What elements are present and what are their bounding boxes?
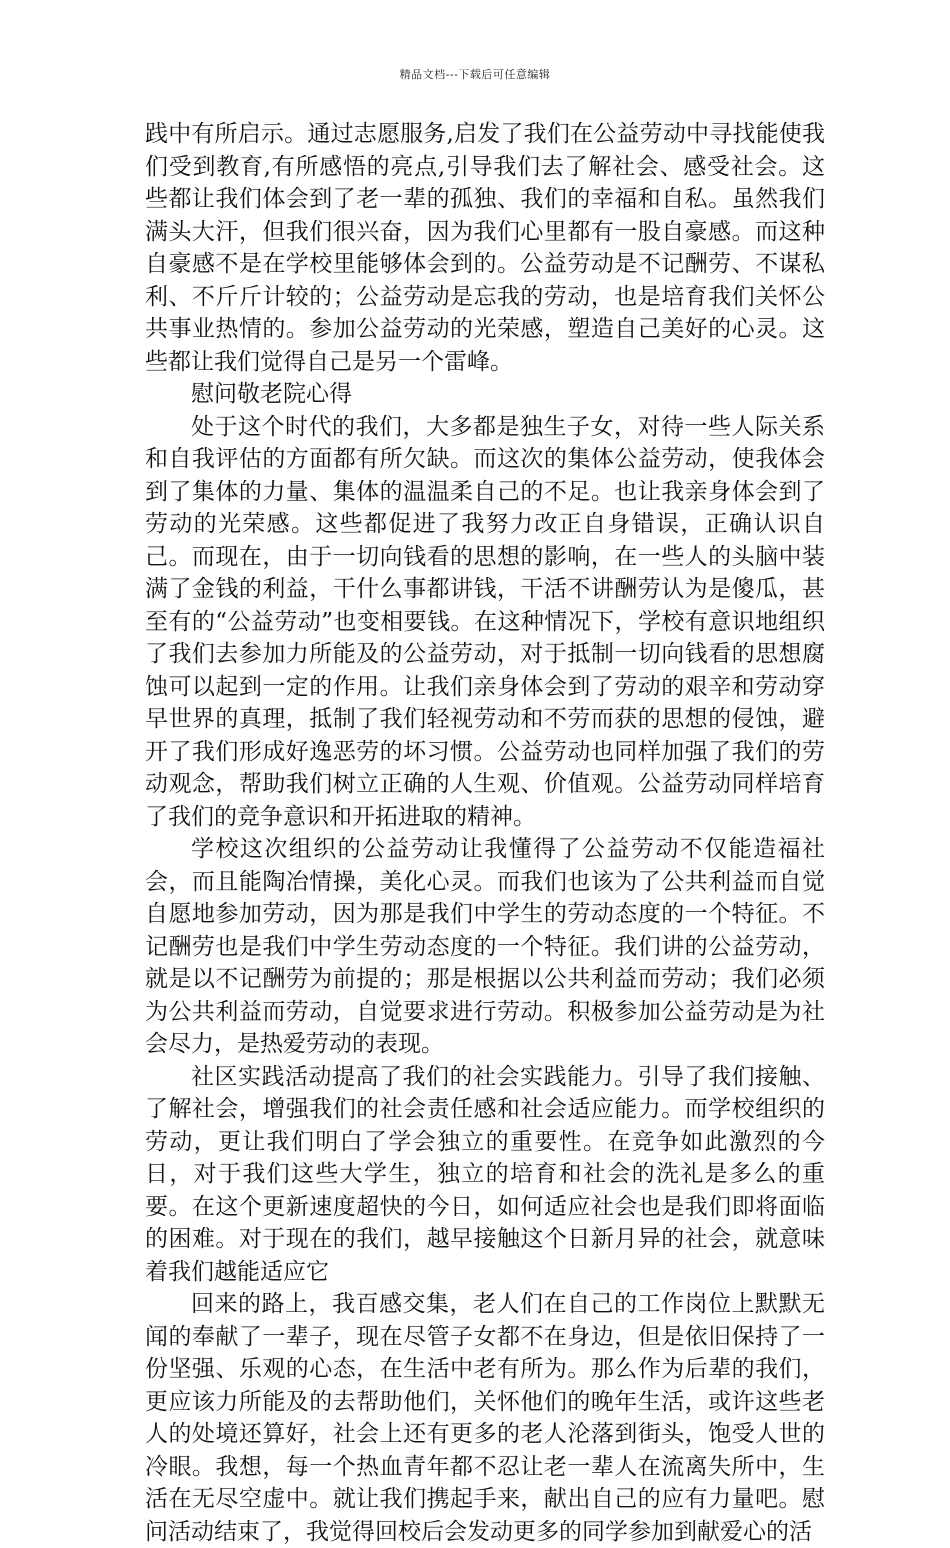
paragraph: 社区实践活动提高了我们的社会实践能力。引导了我们接触、了解社会，增强我们的社会责任感和社会适应能力。而学校组织的劳动，更让我们明白了学会独立的重要性。在竞争如此激烈的今日，对于我们这些大学生，独立的培育和社会的洗礼是多么的重要。在这个更新速度超快的今日，如何适应社会也是我们即将面临的困难。对于现在的我们，越早接触这个日新月异的社会，就意味着我们越能适应它 — [145, 1063, 825, 1285]
section-heading: 慰问敬老院心得 — [191, 381, 352, 407]
page-header: 精品文档---下载后可任意编辑 — [399, 68, 551, 81]
paragraph: 学校这次组织的公益劳动让我懂得了公益劳动不仅能造福社会，而且能陶冶情操，美化心灵。而我们也该为了公共利益而自觉自愿地参加劳动，因为那是我们中学生的劳动态度的一个特征。不记酬劳也是我们中学生劳动态度的一个特征。我们讲的公益劳动，就是以不记酬劳为前提的；那是根据以公共利益而劳动；我们必须为公共利益而劳动，自觉要求进行劳动。积极参加公益劳动是为社会尽力，是热爱劳动的表现。 — [145, 836, 825, 1057]
document-body — [145, 118, 825, 1548]
paragraph: 处于这个时代的我们，大多都是独生子女，对待一些人际关系和自我评估的方面都有所欠缺。而这次的集体公益劳动，使我体会到了集体的力量、集体的温温柔自己的不足。也让我亲身体会到了劳动的光荣感。这些都促进了我努力改正自身错误，正确认识自己。而现在，由于一切向钱看的思想的影响，在一些人的头脑中装满了金钱的利益，干什么事都讲钱，干活不讲酬劳认为是傻瓜，甚至有的“公益劳动”也变相要钱。在这种情况下，学校有意识地组织了我们去参加力所能及的公益劳动，对于抵制一切向钱看的思想腐蚀可以起到一定的作用。让我们亲身体会到了劳动的艰辛和劳动穿早世界的真理，抵制了我们轻视劳动和不劳而获的思想的侵蚀，避开了我们形成好逸恶劳的坏习惯。公益劳动也同样加强了我们的劳动观念，帮助我们树立正确的人生观、价值观。公益劳动同样培育了我们的竞争意识和开拓进取的精神。 — [145, 413, 825, 830]
paragraph: 践中有所启示。通过志愿服务,启发了我们在公益劳动中寻找能使我们受到教育,有所感悟的亮点,引导我们去了解社会、感受社会。这些都让我们体会到了老一辈的孤独、我们的幸福和自私。虽然我们满头大汗，但我们很兴奋，因为我们心里都有一股自豪感。而这种自豪感不是在学校里能够体会到的。公益劳动是不记酬劳、不谋私利、不斤斤计较的；公益劳动是忘我的劳动，也是培育我们关怀公共事业热情的。参加公益劳动的光荣感，塑造自己美好的心灵。这些都让我们觉得自己是另一个雷峰。 — [145, 121, 825, 375]
paragraph: 回来的路上，我百感交集，老人们在自己的工作岗位上默默无闻的奉献了一辈子，现在尽管子女都不在身边，但是依旧保持了一份坚强、乐观的心态，在生活中老有所为。那么作为后辈的我们，更应该力所能及的去帮助他们，关怀他们的晚年生活，或许这些老人的处境还算好，社会上还有更多的老人沦落到街头，饱受人世的冷眼。我想，每一个热血青年都不忍让老一辈人在流离失所中，生活在无尽空虚中。就让我们携起手来，献出自己的应有力量吧。慰问活动结束了，我觉得回校后会发动更多的同学参加到献爱心的活 — [145, 1291, 825, 1545]
